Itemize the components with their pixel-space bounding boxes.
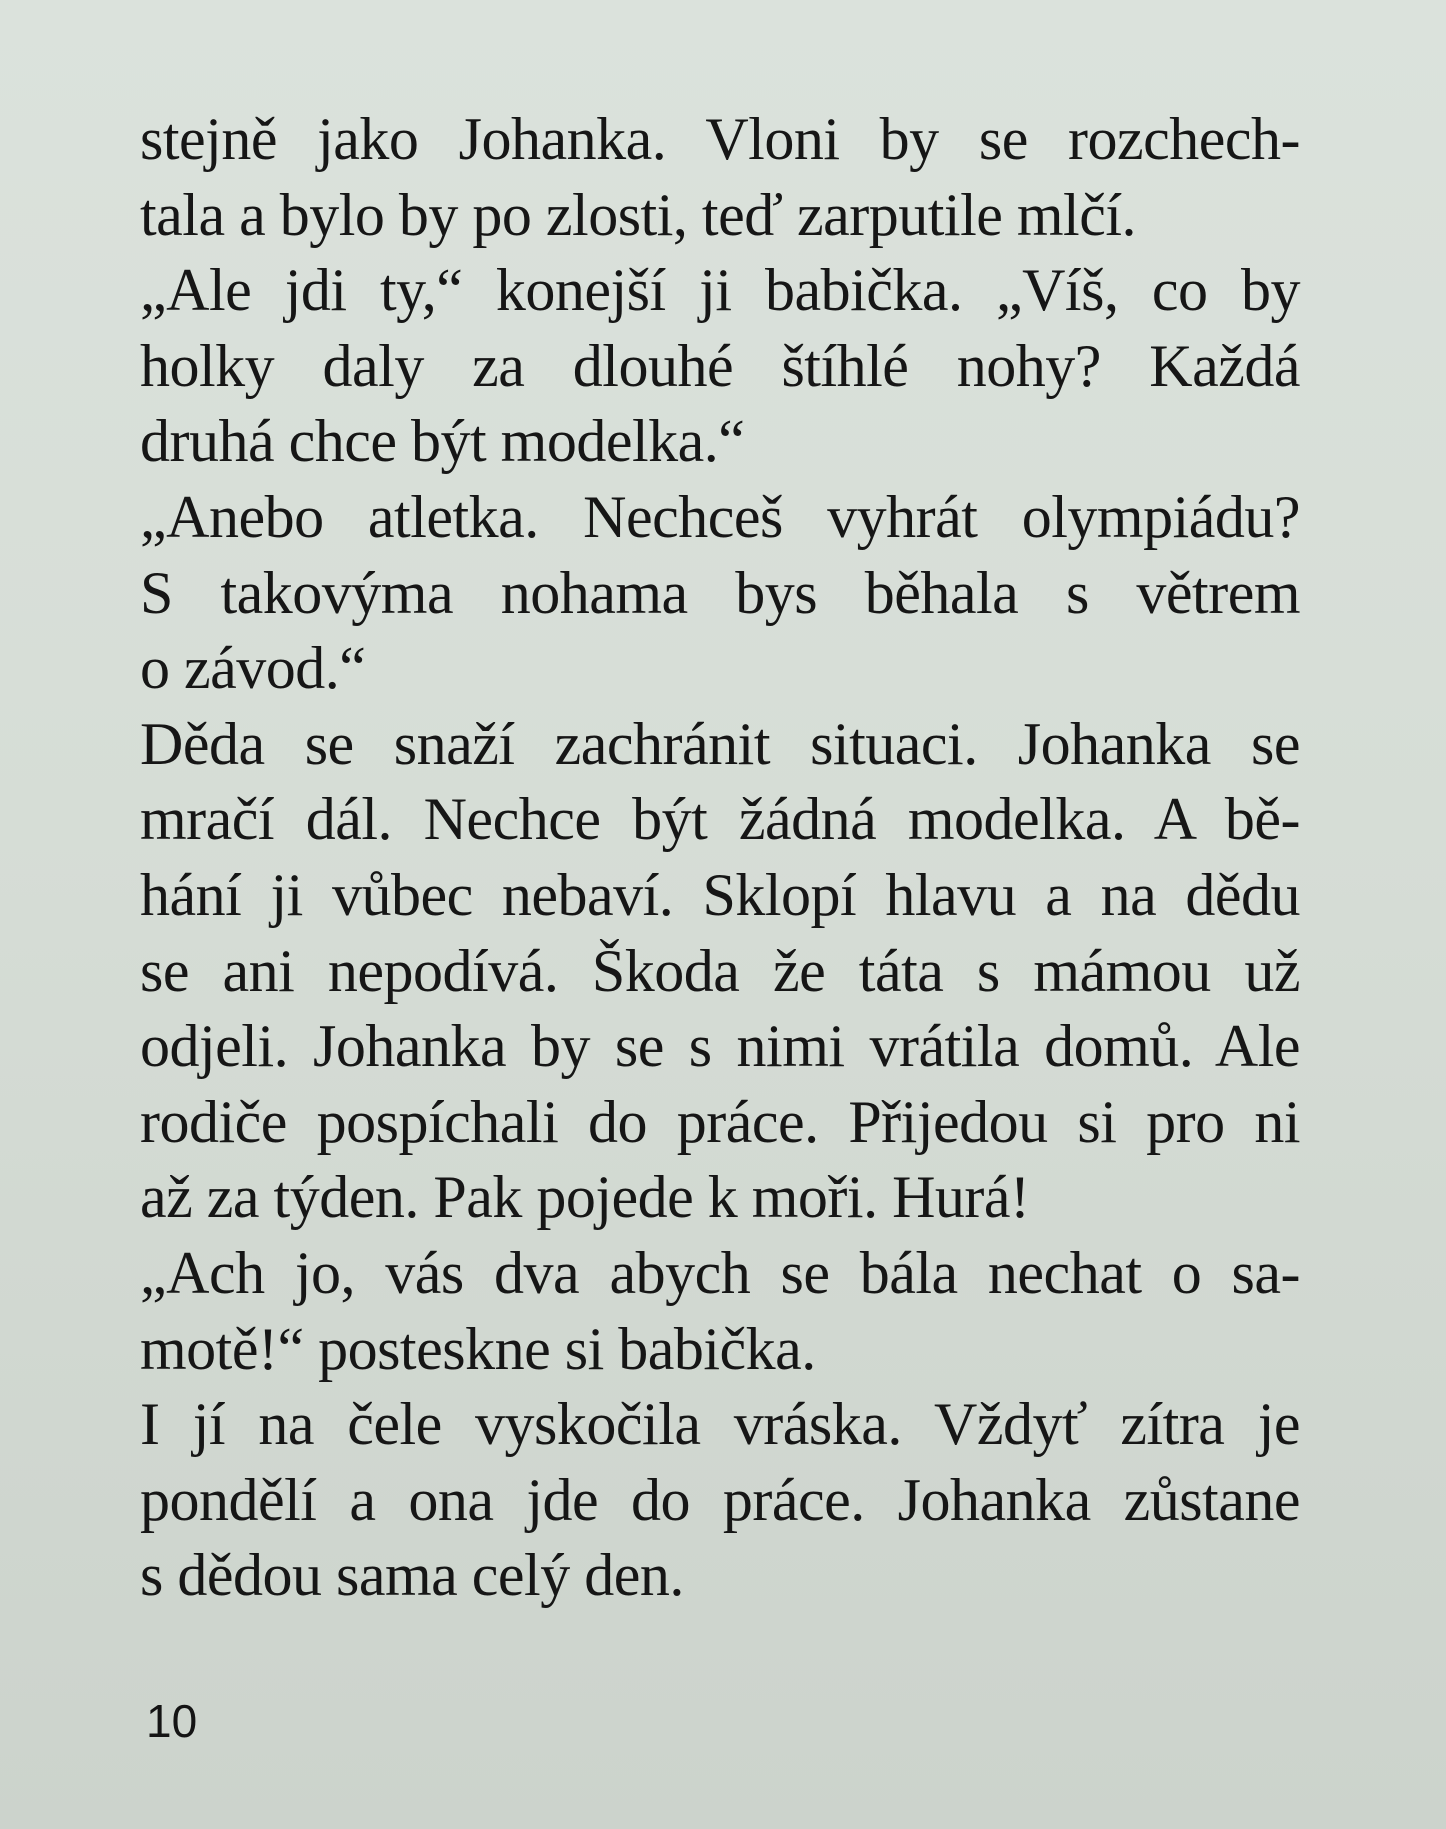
text-line: rodiče pospíchali do práce. Přijedou si pro ni — [140, 1088, 1300, 1155]
text-line: motě!“ posteskne si babička. — [140, 1315, 816, 1382]
text-line: odjeli. Johanka by se s nimi vrátila domů. Ale — [140, 1013, 1300, 1080]
text-line: I jí na čele vyskočila vráska. Vždyť zítra je — [140, 1391, 1300, 1458]
text-line: druhá chce být modelka.“ — [140, 408, 745, 475]
text-line: hání ji vůbec nebaví. Sklopí hlavu a na dědu — [140, 861, 1300, 928]
page-number: 10 — [146, 1695, 198, 1747]
text-line: tala a bylo by po zlosti, teď zarputile mlčí. — [140, 181, 1137, 248]
text-line: Děda se snaží zachránit situaci. Johanka se — [140, 710, 1300, 777]
text-line: s dědou sama celý den. — [140, 1542, 684, 1609]
text-line: S takovýma nohama bys běhala s větrem — [140, 559, 1300, 626]
text-line: „Ale jdi ty,“ konejší ji babička. „Víš, co by — [140, 257, 1300, 324]
text-line: se ani nepodívá. Škoda že táta s mámou už — [140, 937, 1300, 1004]
text-line: „Ach jo, vás dva abych se bála nechat o sa- — [140, 1239, 1300, 1306]
text-line: stejně jako Johanka. Vloni by se rozchech- — [140, 106, 1300, 172]
text-line: „Anebo atletka. Nechceš vyhrát olympiádu? — [140, 483, 1300, 550]
text-line: až za týden. Pak pojede k moři. Hurá! — [140, 1164, 1030, 1231]
text-line: pondělí a ona jde do práce. Johanka zůstane — [140, 1466, 1300, 1533]
text-line: mračí dál. Nechce být žádná modelka. A bě- — [140, 786, 1300, 853]
text-line: holky daly za dlouhé štíhlé nohy? Každá — [140, 332, 1300, 399]
body-text — [140, 102, 1300, 1614]
text-line: o závod.“ — [140, 635, 366, 702]
